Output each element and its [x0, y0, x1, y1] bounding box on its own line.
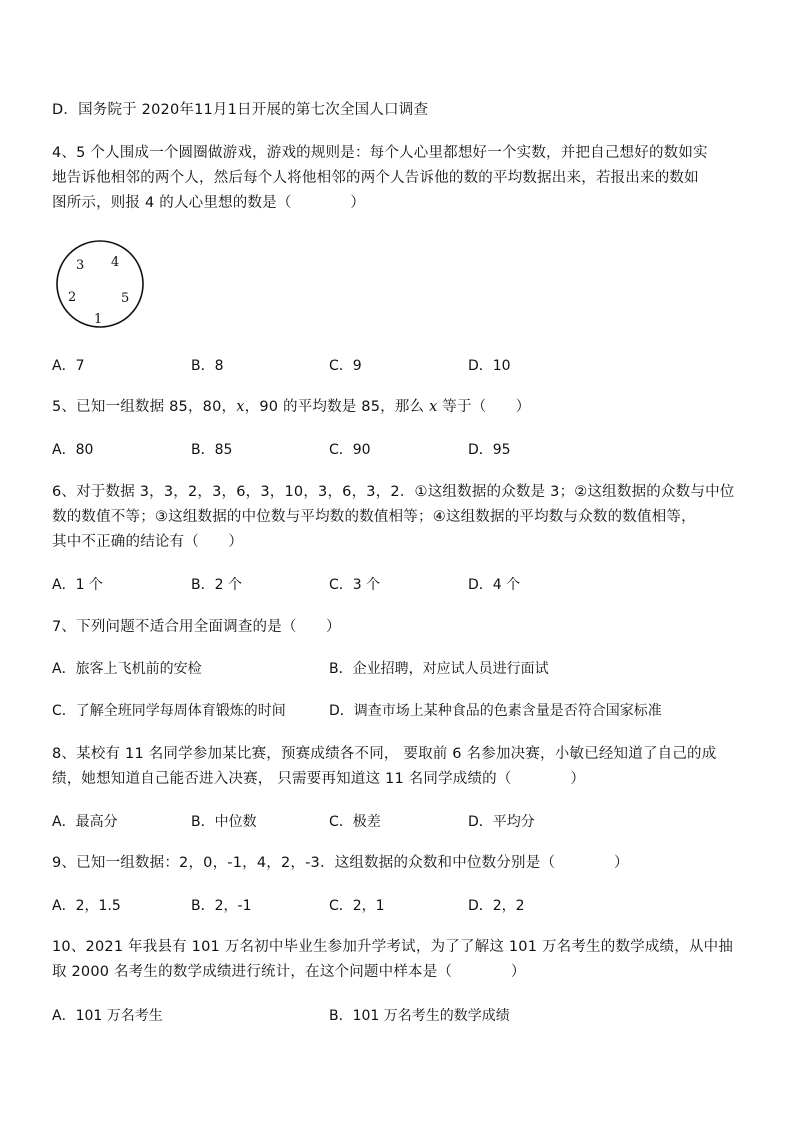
q8-option-b: B．中位数 — [191, 814, 257, 830]
q9-option-d: D．2，2 — [468, 898, 525, 914]
q7-stem: 7、下列问题不适合用全面调查的是（ ） — [52, 619, 341, 635]
q7-option-c: C．了解全班同学每周体育锻炼的时间 — [52, 703, 286, 719]
q3-option-d: D．国务院于 2020年11月1日开展的第七次全国人口调查 — [52, 102, 429, 118]
figure-number-1: 1 — [94, 312, 103, 327]
q5-stem — [52, 397, 530, 417]
q6-option-c: C．3 个 — [329, 577, 381, 593]
q8-option-d: D．平均分 — [468, 814, 535, 830]
q5-variable-x-2: x — [429, 399, 438, 415]
q7-option-b: B．企业招聘，对应试人员进行面试 — [329, 661, 549, 677]
q4-option-a: A．7 — [52, 358, 85, 374]
q4-stem-line-3: 图所示，则报 4 的人心里想的数是（ ） — [52, 195, 366, 211]
q6-option-b: B．2 个 — [191, 577, 242, 593]
q6-stem-line-3: 其中不正确的结论有（ ） — [52, 534, 244, 550]
q5-variable-x: x — [236, 399, 245, 415]
figure-number-2: 2 — [68, 290, 77, 305]
q4-option-c: C．9 — [329, 358, 362, 374]
q10-stem-line-2: 取 2000 名考生的数学成绩进行统计，在这个问题中样本是（ ） — [52, 964, 526, 980]
q9-stem: 9、已知一组数据：2，0，-1，4，2，-3．这组数据的众数和中位数分别是（ ） — [52, 855, 629, 871]
q6-option-d: D．4 个 — [468, 577, 521, 593]
q4-stem-line-2: 地告诉他相邻的两个人，然后每个人将他相邻的两个人告诉他的数的平均数据出来，若报出来的数如 — [52, 170, 699, 186]
q4-stem-line-1: 4、5 个人围成一个圆圈做游戏，游戏的规则是：每个人心里都想好一个实数，并把自己想好的数如实 — [52, 145, 708, 161]
q10-option-a: A．101 万名考生 — [52, 1008, 163, 1024]
q6-stem-line-1: 6、对于数据 3，3，2，3，6，3，10，3，6，3，2．①这组数据的众数是 3；②这组数据的众数与中位 — [52, 484, 735, 500]
q7-option-a: A．旅客上飞机前的安检 — [52, 661, 202, 677]
q8-stem-line-1: 8、某校有 11 名同学参加某比赛，预赛成绩各不同， 要取前 6 名参加决赛，小敏已经知道了自己的成 — [52, 746, 717, 762]
q5-option-c: C．90 — [329, 442, 371, 458]
q8-option-a: A．最高分 — [52, 814, 118, 830]
q5-stem-part-a: 5、已知一组数据 85，80， — [52, 399, 237, 415]
q4-option-d: D．10 — [468, 358, 511, 374]
q9-option-c: C．2，1 — [329, 898, 385, 914]
figure-number-4: 4 — [111, 255, 120, 270]
figure-number-3: 3 — [76, 258, 85, 273]
q5-option-a: A．80 — [52, 442, 94, 458]
q9-option-b: B．2，-1 — [191, 898, 252, 914]
q5-stem-part-b: ，90 的平均数是 85，那么 — [244, 399, 430, 415]
q8-stem-line-2: 绩，她想知道自己能否进入决赛， 只需要再知道这 11 名同学成绩的（ ） — [52, 771, 586, 787]
q6-option-a: A．1 个 — [52, 577, 103, 593]
q10-stem-line-1: 10、2021 年我县有 101 万名初中毕业生参加升学考试，为了了解这 101 万名考生的数学成绩，从中抽 — [52, 939, 734, 955]
q7-option-d: D．调查市场上某种食品的色素含量是否符合国家标准 — [329, 703, 662, 719]
q5-option-d: D．95 — [468, 442, 511, 458]
circle-figure — [52, 238, 152, 334]
q9-option-a: A．2，1.5 — [52, 898, 121, 914]
figure-number-5: 5 — [121, 291, 130, 306]
q8-option-c: C．极差 — [329, 814, 381, 830]
q4-option-b: B．8 — [191, 358, 224, 374]
q5-option-b: B．85 — [191, 442, 233, 458]
q6-stem-line-2: 数的数值不等；③这组数据的中位数与平均数的数值相等；④这组数据的平均数与众数的数值相等， — [52, 509, 696, 525]
q5-stem-part-c: 等于（ ） — [437, 399, 531, 415]
q10-option-b: B．101 万名考生的数学成绩 — [329, 1008, 510, 1024]
